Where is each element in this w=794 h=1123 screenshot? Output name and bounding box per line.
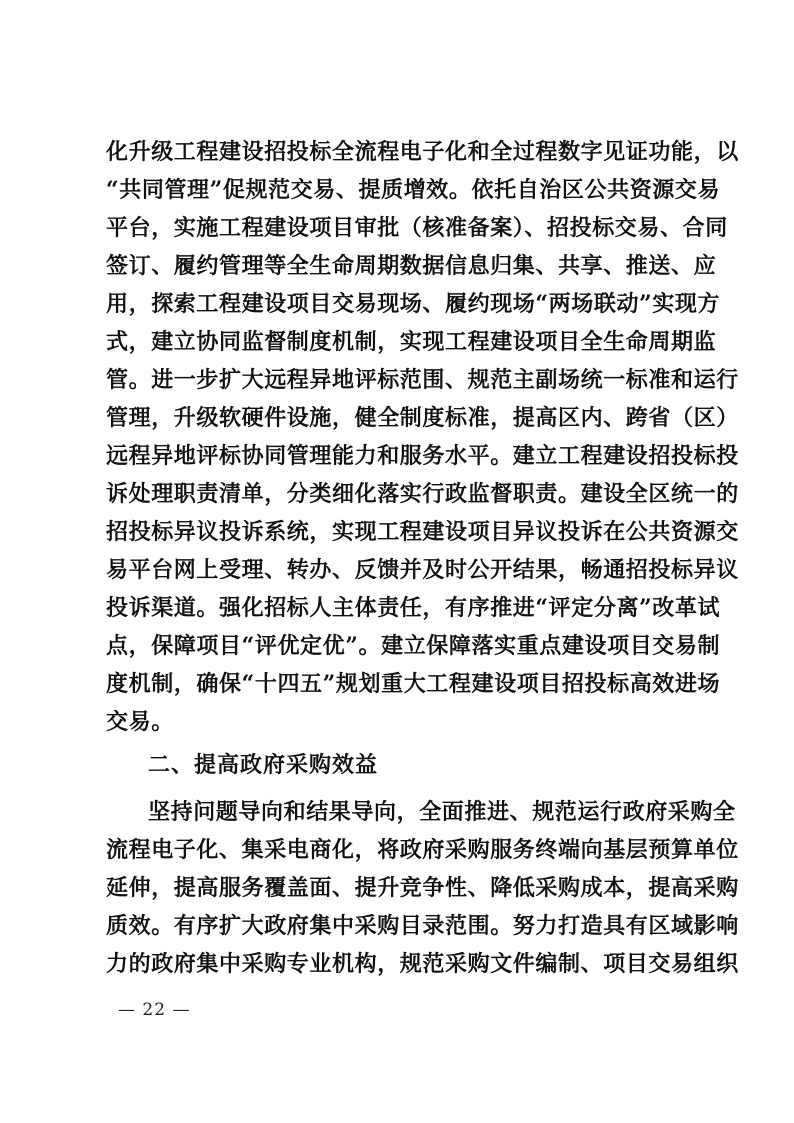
text-line: 点，保障项目“评优定优”。建立保障落实重点建设项目交易制: [106, 633, 721, 659]
text-line: 投诉渠道。强化招标人主体责任，有序推进“评定分离”改革试: [106, 595, 721, 621]
text-line: 诉处理职责清单，分类细化落实行政监督职责。建设全区统一的: [106, 481, 739, 507]
page-number: — 22 —: [118, 1000, 191, 1020]
text-line: 流程电子化、集采电商化，将政府采购服务终端向基层预算单位: [106, 837, 739, 863]
text-line: 用，探索工程建设项目交易现场、履约现场“两场联动”实现方: [106, 291, 721, 317]
text-line: 化升级工程建设招投标全流程电子化和全过程数字见证功能，以: [106, 139, 739, 165]
text-line: 延伸，提高服务覆盖面、提升竞争性、降低采购成本，提高采购: [106, 875, 739, 901]
section-heading: 二、提高政府采购效益: [148, 753, 379, 778]
text-line: 签订、履约管理等全生命周期数据信息归集、共享、推送、应: [106, 253, 717, 279]
text-line: 交易。: [106, 709, 174, 735]
text-line: 易平台网上受理、转办、反馈并及时公开结果，畅通招投标异议: [106, 557, 739, 583]
text-line: 力的政府集中采购专业机构，规范采购文件编制、项目交易组织: [106, 951, 739, 977]
text-line: 远程异地评标协同管理能力和服务水平。建立工程建设招投标投: [106, 443, 739, 469]
text-line: 管。进一步扩大远程异地评标范围、规范主副场统一标准和运行: [106, 367, 739, 393]
text-line: 招投标异议投诉系统，实现工程建设项目异议投诉在公共资源交: [106, 519, 739, 545]
text-line: 度机制，确保“十四五”规划重大工程建设项目招投标高效进场: [106, 671, 721, 697]
text-line: 坚持问题导向和结果导向，全面推进、规范运行政府采购全: [148, 799, 736, 825]
text-line: “共同管理”促规范交易、提质增效。依托自治区公共资源交易: [106, 177, 721, 203]
text-line: 质效。有序扩大政府集中采购目录范围。努力打造具有区域影响: [106, 913, 739, 939]
text-line: 管理，升级软硬件设施，健全制度标准，提高区内、跨省（区）: [106, 405, 739, 431]
text-line: 式，建立协同监督制度机制，实现工程建设项目全生命周期监: [106, 329, 717, 355]
text-line: 平台，实施工程建设项目审批（核准备案）、招投标交易、合同: [106, 215, 728, 241]
